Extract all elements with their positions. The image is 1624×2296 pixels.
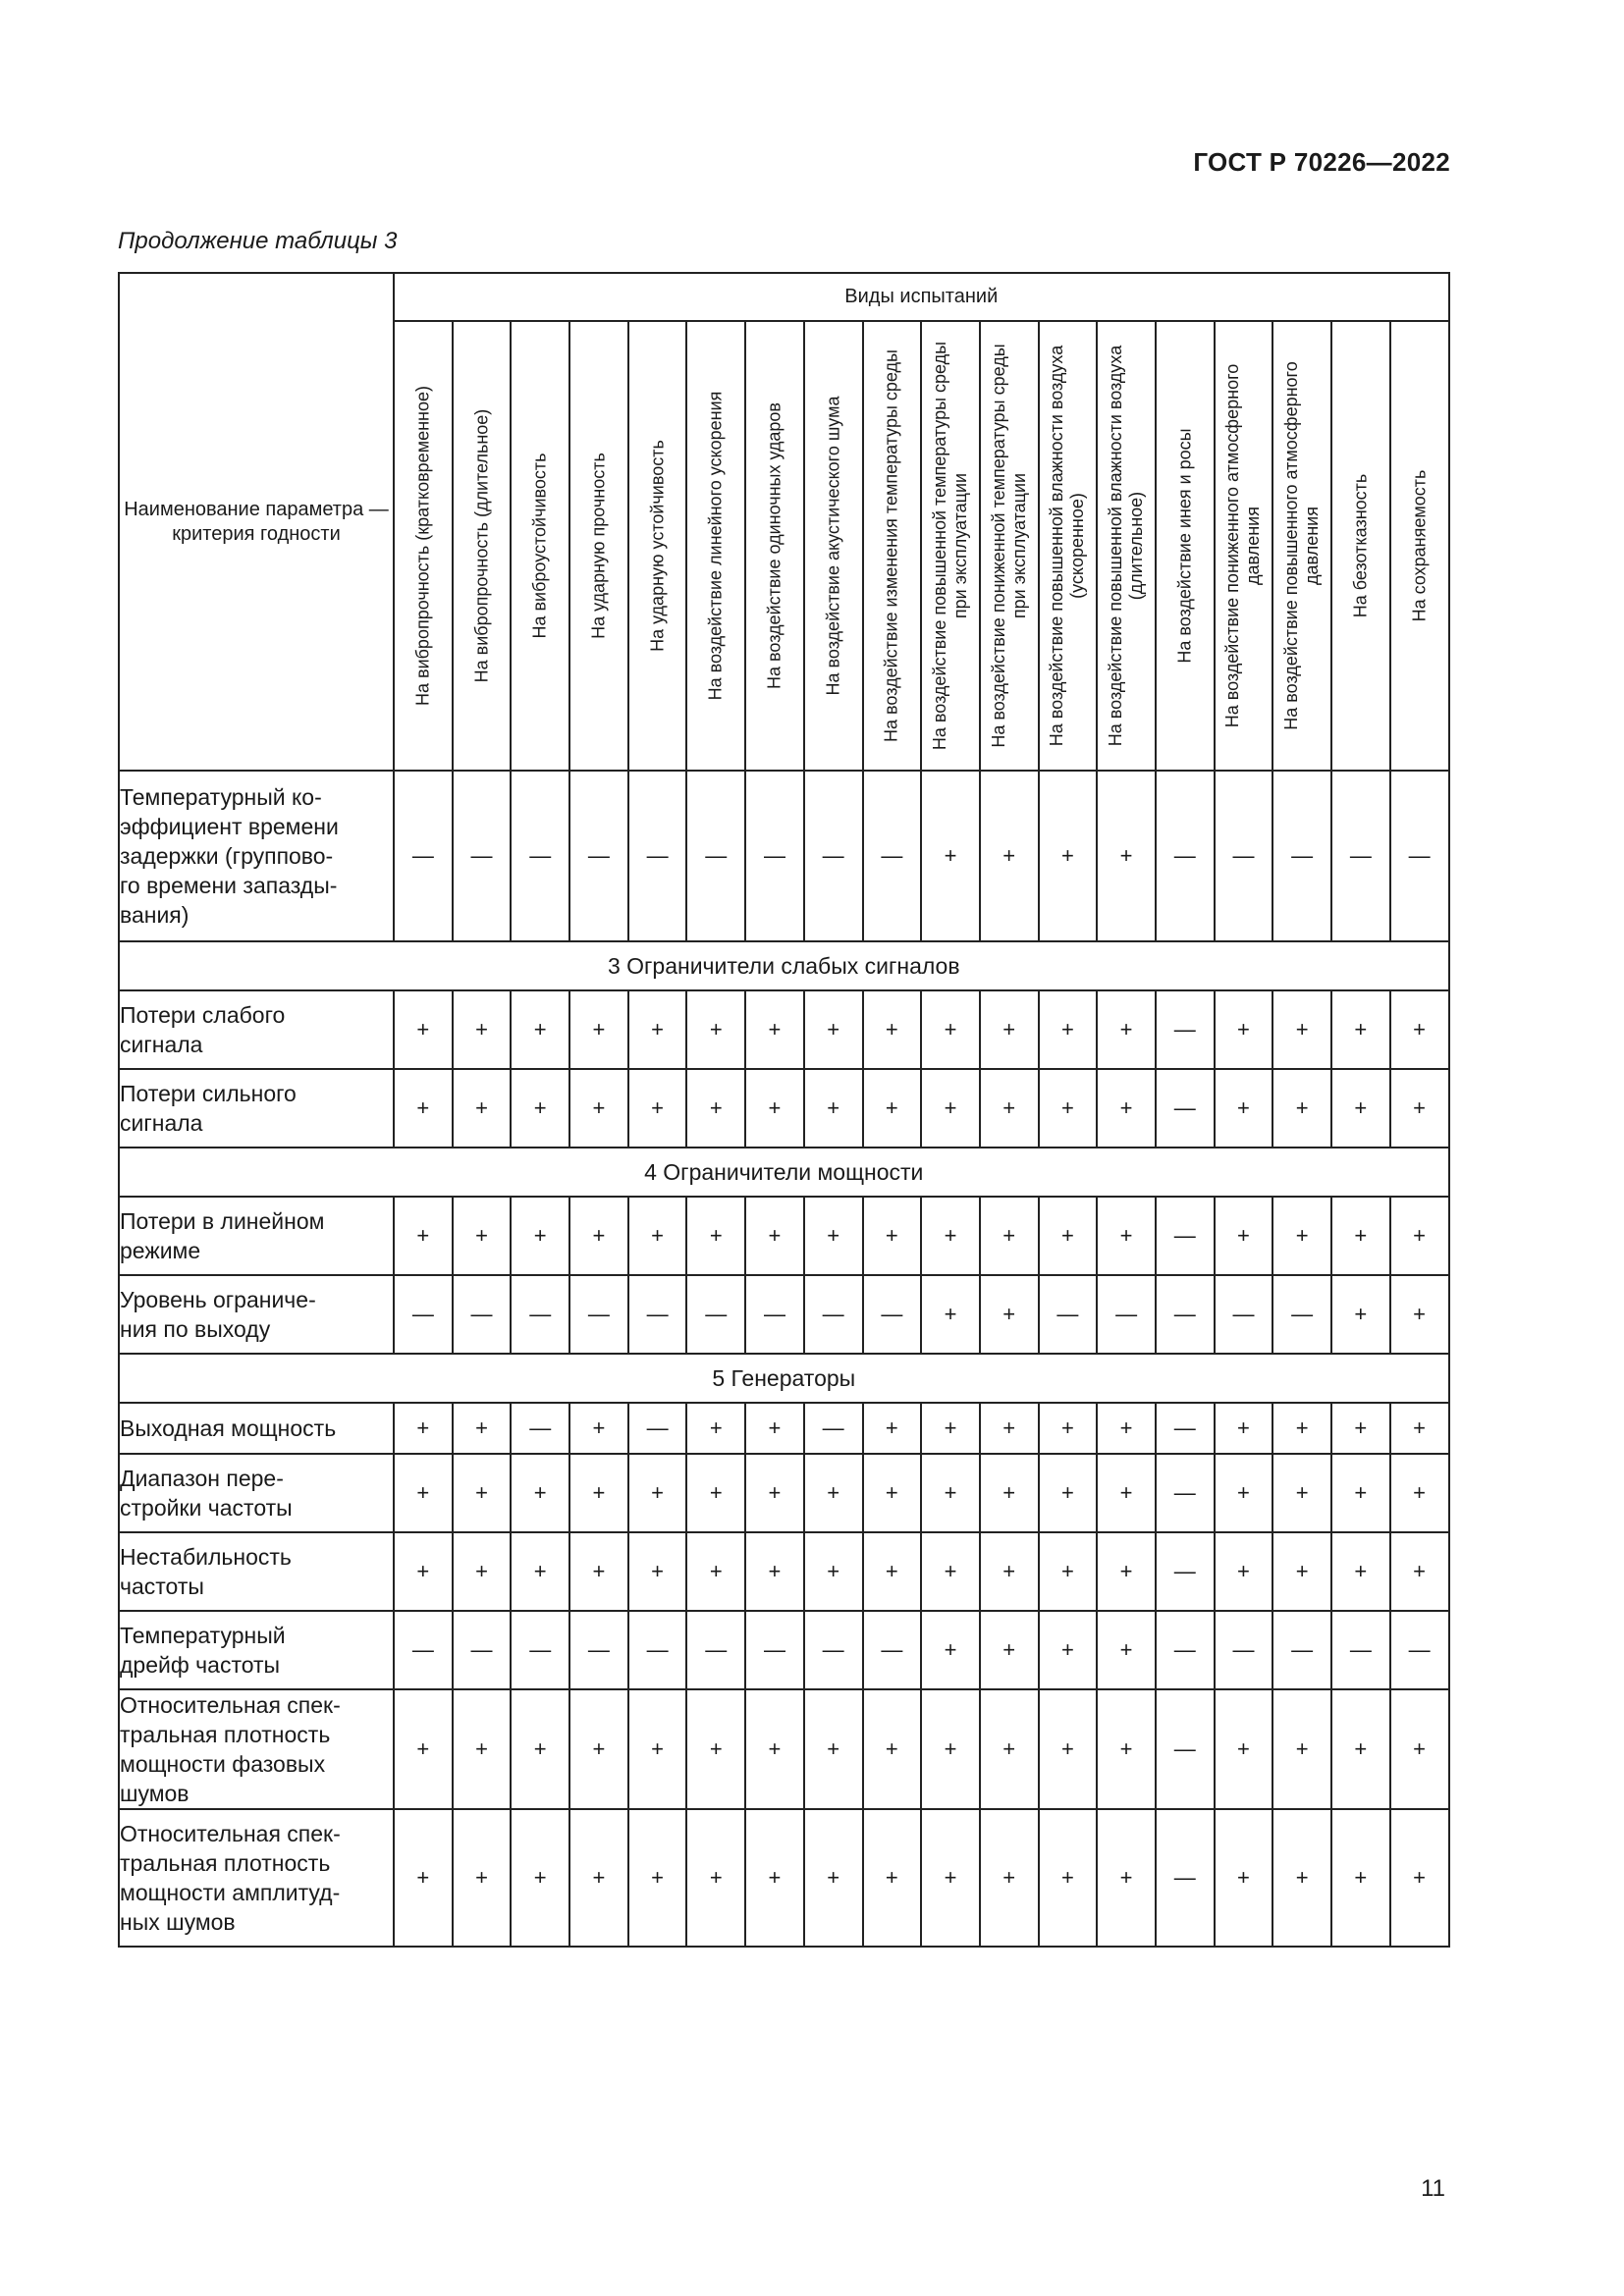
- test-mark: +: [1039, 1454, 1098, 1532]
- test-mark: +: [1039, 1197, 1098, 1275]
- test-mark: +: [628, 1689, 687, 1809]
- test-mark: +: [980, 1069, 1039, 1148]
- test-type-label: На безотказность: [1350, 473, 1371, 618]
- test-type-header: [1039, 321, 1098, 771]
- test-mark: +: [980, 1809, 1039, 1947]
- parameter-name: Температурный дрейф частоты: [119, 1611, 394, 1689]
- test-mark: —: [745, 1275, 804, 1354]
- test-mark: +: [804, 990, 863, 1069]
- test-mark: +: [686, 1403, 745, 1454]
- test-mark: —: [1156, 1197, 1215, 1275]
- test-mark: +: [980, 1689, 1039, 1809]
- test-type-header: [980, 321, 1039, 771]
- section-title: 5 Генераторы: [119, 1354, 1449, 1403]
- test-mark: —: [628, 1611, 687, 1689]
- test-mark: —: [1156, 1403, 1215, 1454]
- section-title: 3 Ограничители слабых сигналов: [119, 941, 1449, 990]
- test-mark: +: [569, 1069, 628, 1148]
- test-mark: +: [1039, 1403, 1098, 1454]
- test-mark: +: [1331, 1197, 1390, 1275]
- test-type-label: На воздействие повышенного атмосферного давления: [1281, 361, 1323, 730]
- test-mark: +: [804, 1532, 863, 1611]
- test-type-header: [1156, 321, 1215, 771]
- test-mark: +: [1215, 990, 1273, 1069]
- test-mark: —: [1156, 1532, 1215, 1611]
- test-mark: +: [453, 1532, 512, 1611]
- test-mark: +: [686, 1809, 745, 1947]
- parameter-name: Температурный ко- эффициент времени задержки (группово- го времени запазды- вания): [119, 771, 394, 941]
- test-mark: +: [686, 990, 745, 1069]
- test-type-label: На сохраняемость: [1409, 469, 1430, 622]
- test-mark: +: [394, 1689, 453, 1809]
- document-id: ГОСТ Р 70226—2022: [1193, 147, 1450, 177]
- test-mark: —: [1156, 1275, 1215, 1354]
- test-mark: —: [1156, 1689, 1215, 1809]
- test-mark: +: [511, 1532, 569, 1611]
- test-mark: +: [394, 1809, 453, 1947]
- test-mark: +: [511, 1809, 569, 1947]
- test-mark: +: [686, 1532, 745, 1611]
- test-mark: +: [628, 1532, 687, 1611]
- test-type-label: На воздействие повышенной влажности воздуха (ускоренное): [1047, 345, 1088, 747]
- test-mark: —: [686, 1275, 745, 1354]
- test-type-label: На воздействие линейного ускорения: [705, 391, 726, 701]
- table-row: [119, 1532, 1449, 1611]
- test-mark: —: [1156, 1454, 1215, 1532]
- test-mark: +: [921, 1197, 980, 1275]
- test-mark: +: [628, 1069, 687, 1148]
- parameter-name: Относительная спек- тральная плотность мощности амплитуд- ных шумов: [119, 1809, 394, 1947]
- test-mark: +: [569, 1689, 628, 1809]
- test-mark: +: [511, 1689, 569, 1809]
- test-type-label: На виброустойчивость: [529, 453, 550, 639]
- test-mark: +: [804, 1069, 863, 1148]
- test-mark: +: [921, 1069, 980, 1148]
- test-mark: —: [511, 1403, 569, 1454]
- test-mark: +: [1331, 1069, 1390, 1148]
- test-mark: —: [569, 1611, 628, 1689]
- test-mark: +: [1097, 1532, 1156, 1611]
- test-mark: +: [569, 1197, 628, 1275]
- table-row: [119, 771, 1449, 941]
- test-mark: +: [1272, 1809, 1331, 1947]
- test-mark: +: [628, 1809, 687, 1947]
- test-type-header: [921, 321, 980, 771]
- test-mark: +: [1272, 1069, 1331, 1148]
- test-mark: +: [569, 1403, 628, 1454]
- test-mark: +: [1039, 1809, 1098, 1947]
- test-type-label: На воздействие одиночных ударов: [764, 402, 785, 689]
- test-mark: +: [394, 990, 453, 1069]
- test-mark: +: [1390, 990, 1449, 1069]
- test-mark: +: [921, 1809, 980, 1947]
- test-mark: —: [863, 771, 922, 941]
- test-mark: —: [1039, 1275, 1098, 1354]
- test-mark: —: [686, 771, 745, 941]
- test-mark: +: [1097, 771, 1156, 941]
- test-mark: —: [1097, 1275, 1156, 1354]
- test-mark: +: [921, 771, 980, 941]
- test-mark: +: [686, 1689, 745, 1809]
- test-mark: +: [628, 1454, 687, 1532]
- test-mark: +: [1272, 1454, 1331, 1532]
- test-mark: —: [628, 1275, 687, 1354]
- test-mark: —: [628, 1403, 687, 1454]
- parameter-name: Выходная мощность: [119, 1403, 394, 1454]
- test-type-header: [1272, 321, 1331, 771]
- test-type-header: [804, 321, 863, 771]
- test-mark: +: [1331, 1275, 1390, 1354]
- test-mark: +: [1215, 1454, 1273, 1532]
- test-mark: +: [921, 1403, 980, 1454]
- test-mark: +: [1390, 1532, 1449, 1611]
- test-mark: +: [1215, 1069, 1273, 1148]
- test-mark: —: [511, 1611, 569, 1689]
- table-row: [119, 1689, 1449, 1809]
- parameter-name: Потери слабого сигнала: [119, 990, 394, 1069]
- table-caption: Продолжение таблицы 3: [118, 228, 398, 254]
- test-mark: +: [511, 1197, 569, 1275]
- parameter-name: Потери в линейном режиме: [119, 1197, 394, 1275]
- test-mark: +: [1039, 1689, 1098, 1809]
- test-mark: +: [686, 1069, 745, 1148]
- test-mark: +: [1097, 1403, 1156, 1454]
- test-mark: —: [511, 1275, 569, 1354]
- test-mark: +: [1215, 1197, 1273, 1275]
- test-mark: +: [511, 990, 569, 1069]
- test-mark: +: [804, 1197, 863, 1275]
- test-mark: —: [863, 1611, 922, 1689]
- table-row: [119, 1403, 1449, 1454]
- table-row: [119, 990, 1449, 1069]
- test-mark: +: [921, 1532, 980, 1611]
- table-row: [119, 1275, 1449, 1354]
- test-mark: —: [1331, 771, 1390, 941]
- test-mark: +: [1390, 1197, 1449, 1275]
- test-mark: +: [1390, 1809, 1449, 1947]
- table-body: [119, 771, 1449, 1947]
- test-mark: +: [745, 1809, 804, 1947]
- test-mark: +: [1331, 1403, 1390, 1454]
- test-mark: —: [1156, 1611, 1215, 1689]
- test-mark: +: [980, 1403, 1039, 1454]
- test-mark: +: [1390, 1069, 1449, 1148]
- test-mark: —: [453, 1611, 512, 1689]
- test-mark: +: [394, 1403, 453, 1454]
- test-mark: +: [394, 1069, 453, 1148]
- test-mark: +: [980, 1275, 1039, 1354]
- test-type-header: [511, 321, 569, 771]
- test-mark: +: [980, 1532, 1039, 1611]
- test-mark: —: [511, 771, 569, 941]
- test-mark: +: [804, 1689, 863, 1809]
- test-mark: +: [1039, 1611, 1098, 1689]
- test-mark: —: [1272, 1611, 1331, 1689]
- test-mark: +: [453, 1454, 512, 1532]
- test-mark: —: [453, 1275, 512, 1354]
- test-mark: +: [1039, 1069, 1098, 1148]
- test-mark: +: [863, 1403, 922, 1454]
- test-mark: +: [1039, 990, 1098, 1069]
- test-type-label: На ударную устойчивость: [647, 440, 668, 652]
- test-mark: +: [863, 1809, 922, 1947]
- test-mark: +: [1331, 1809, 1390, 1947]
- test-mark: —: [1215, 771, 1273, 941]
- test-mark: —: [1215, 1275, 1273, 1354]
- test-mark: +: [453, 1809, 512, 1947]
- test-mark: +: [1215, 1689, 1273, 1809]
- test-mark: —: [1156, 1069, 1215, 1148]
- test-type-label: На воздействие повышенной влажности воздуха (длительное): [1106, 345, 1147, 747]
- test-mark: +: [745, 1689, 804, 1809]
- test-type-header: [1390, 321, 1449, 771]
- test-mark: +: [921, 1689, 980, 1809]
- test-mark: +: [1331, 1454, 1390, 1532]
- test-mark: +: [1097, 1809, 1156, 1947]
- test-mark: +: [1272, 1403, 1331, 1454]
- parameter-name: Уровень ограниче- ния по выходу: [119, 1275, 394, 1354]
- test-mark: +: [980, 1454, 1039, 1532]
- test-type-label: На воздействие пониженного атмосферного давления: [1222, 363, 1264, 728]
- test-mark: +: [394, 1197, 453, 1275]
- parameter-name: Потери сильного сигнала: [119, 1069, 394, 1148]
- test-mark: +: [863, 1532, 922, 1611]
- test-mark: +: [745, 1454, 804, 1532]
- section-title: 4 Ограничители мощности: [119, 1148, 1449, 1197]
- test-mark: +: [453, 1197, 512, 1275]
- test-mark: +: [1097, 990, 1156, 1069]
- test-mark: +: [745, 1403, 804, 1454]
- test-mark: +: [863, 1069, 922, 1148]
- test-type-header: [745, 321, 804, 771]
- test-mark: —: [569, 1275, 628, 1354]
- test-mark: +: [1097, 1454, 1156, 1532]
- test-type-header: [569, 321, 628, 771]
- test-mark: +: [453, 990, 512, 1069]
- test-mark: +: [1272, 1689, 1331, 1809]
- test-mark: +: [1331, 1689, 1390, 1809]
- test-mark: +: [1390, 1689, 1449, 1809]
- test-type-header: [1331, 321, 1390, 771]
- test-mark: +: [980, 771, 1039, 941]
- test-mark: +: [745, 1197, 804, 1275]
- test-mark: +: [1390, 1454, 1449, 1532]
- test-mark: +: [863, 1197, 922, 1275]
- test-type-header: [628, 321, 687, 771]
- test-mark: —: [1331, 1611, 1390, 1689]
- test-mark: —: [745, 771, 804, 941]
- test-types-header: Виды испытаний: [394, 273, 1449, 321]
- table-row: [119, 1611, 1449, 1689]
- test-mark: —: [1272, 1275, 1331, 1354]
- test-mark: —: [1390, 1611, 1449, 1689]
- test-mark: +: [628, 990, 687, 1069]
- test-mark: +: [921, 1454, 980, 1532]
- test-mark: +: [921, 990, 980, 1069]
- test-mark: +: [394, 1454, 453, 1532]
- test-mark: +: [628, 1197, 687, 1275]
- test-type-label: На воздействие пониженной температуры среды при эксплуатации: [988, 344, 1029, 748]
- test-mark: +: [1097, 1689, 1156, 1809]
- test-mark: —: [394, 1611, 453, 1689]
- test-mark: —: [453, 771, 512, 941]
- test-mark: —: [1390, 771, 1449, 941]
- test-mark: +: [921, 1611, 980, 1689]
- test-mark: +: [1097, 1069, 1156, 1148]
- param-column-header: Наименование параметра — критерия годности: [119, 273, 394, 771]
- test-mark: —: [804, 1611, 863, 1689]
- test-type-label: На воздействие инея и росы: [1174, 428, 1195, 664]
- test-mark: +: [569, 1454, 628, 1532]
- test-mark: —: [804, 1403, 863, 1454]
- test-mark: +: [394, 1532, 453, 1611]
- test-mark: +: [569, 1532, 628, 1611]
- test-type-label: На воздействие акустического шума: [823, 396, 843, 696]
- test-mark: —: [686, 1611, 745, 1689]
- parameter-name: Нестабильность частоты: [119, 1532, 394, 1611]
- test-mark: +: [511, 1069, 569, 1148]
- test-mark: —: [628, 771, 687, 941]
- test-type-label: На воздействие изменения температуры среды: [881, 349, 901, 742]
- test-mark: —: [863, 1275, 922, 1354]
- section-row: [119, 941, 1449, 990]
- test-mark: —: [1156, 1809, 1215, 1947]
- test-mark: —: [804, 1275, 863, 1354]
- test-type-header: [1215, 321, 1273, 771]
- test-mark: +: [453, 1069, 512, 1148]
- test-type-label: На вибропрочность (длительное): [471, 408, 492, 683]
- test-mark: —: [569, 771, 628, 941]
- test-mark: +: [1039, 1532, 1098, 1611]
- test-type-header: [1097, 321, 1156, 771]
- test-mark: —: [1215, 1611, 1273, 1689]
- test-mark: —: [745, 1611, 804, 1689]
- test-mark: +: [569, 1809, 628, 1947]
- test-type-label: На ударную прочность: [588, 453, 609, 639]
- section-row: [119, 1354, 1449, 1403]
- test-mark: +: [1215, 1809, 1273, 1947]
- test-mark: +: [1215, 1403, 1273, 1454]
- test-mark: +: [1390, 1403, 1449, 1454]
- test-mark: —: [1156, 771, 1215, 941]
- test-mark: +: [980, 1197, 1039, 1275]
- test-mark: +: [1331, 990, 1390, 1069]
- test-mark: +: [863, 990, 922, 1069]
- section-row: [119, 1148, 1449, 1197]
- test-mark: +: [1390, 1275, 1449, 1354]
- test-mark: +: [980, 1611, 1039, 1689]
- test-mark: +: [1039, 771, 1098, 941]
- table-row: [119, 1454, 1449, 1532]
- test-mark: +: [745, 1532, 804, 1611]
- test-mark: —: [394, 1275, 453, 1354]
- test-type-header: [453, 321, 512, 771]
- test-mark: +: [980, 990, 1039, 1069]
- table-row: [119, 1197, 1449, 1275]
- test-type-header: [686, 321, 745, 771]
- test-matrix-table: [118, 272, 1450, 1948]
- table-row: [119, 1069, 1449, 1148]
- test-mark: —: [804, 771, 863, 941]
- test-mark: +: [804, 1454, 863, 1532]
- test-mark: +: [1331, 1532, 1390, 1611]
- test-type-header: [394, 321, 453, 771]
- test-mark: +: [921, 1275, 980, 1354]
- parameter-name: Диапазон пере- стройки частоты: [119, 1454, 394, 1532]
- test-type-header: [863, 321, 922, 771]
- parameter-name: Относительная спек- тральная плотность мощности фазовых шумов: [119, 1689, 394, 1809]
- test-mark: +: [745, 990, 804, 1069]
- test-type-label: На воздействие повышенной температуры среды при эксплуатации: [930, 341, 971, 751]
- test-mark: +: [1097, 1611, 1156, 1689]
- test-mark: +: [1272, 1197, 1331, 1275]
- test-mark: +: [1097, 1197, 1156, 1275]
- test-mark: +: [686, 1197, 745, 1275]
- test-mark: —: [1272, 771, 1331, 941]
- test-mark: +: [569, 990, 628, 1069]
- page-number: 11: [1421, 2175, 1445, 2202]
- table-row: [119, 1809, 1449, 1947]
- test-type-label: На вибропрочность (кратковременное): [412, 386, 433, 706]
- test-mark: +: [804, 1809, 863, 1947]
- test-mark: +: [1215, 1532, 1273, 1611]
- test-mark: +: [453, 1689, 512, 1809]
- test-mark: +: [1272, 1532, 1331, 1611]
- test-mark: +: [863, 1689, 922, 1809]
- test-mark: —: [1156, 990, 1215, 1069]
- test-mark: +: [745, 1069, 804, 1148]
- test-mark: +: [863, 1454, 922, 1532]
- test-mark: +: [1272, 990, 1331, 1069]
- test-mark: +: [686, 1454, 745, 1532]
- test-mark: +: [511, 1454, 569, 1532]
- test-mark: —: [394, 771, 453, 941]
- test-mark: +: [453, 1403, 512, 1454]
